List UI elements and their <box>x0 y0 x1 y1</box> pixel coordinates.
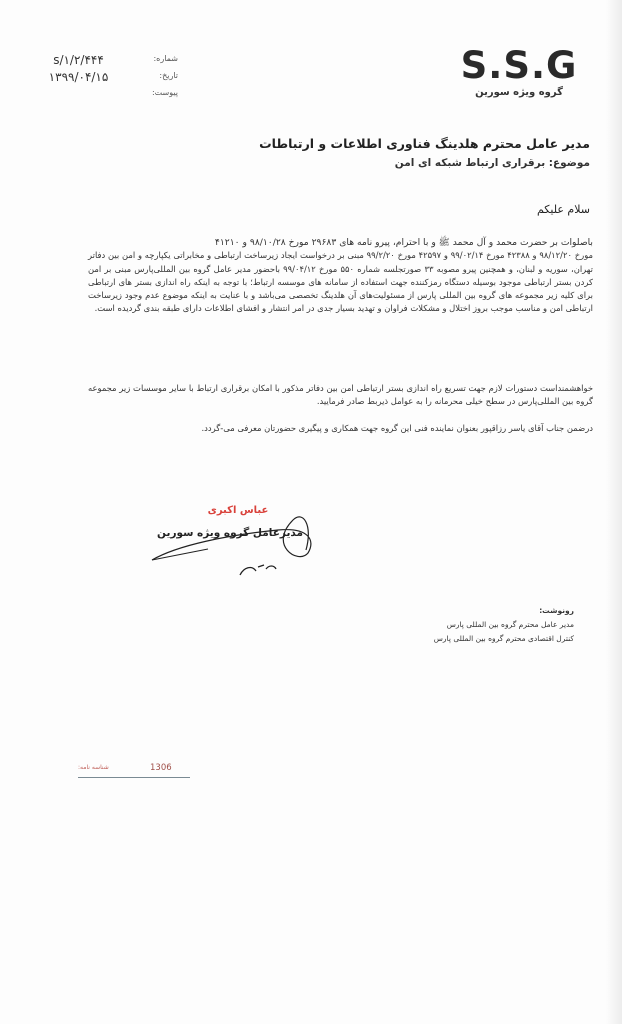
body-main: مورخ ۹۸/۱۲/۲۰ و ۴۲۳۸۸ مورخ ۹۹/۰۲/۱۴ و ۴۲۵۹۷ مورخ ۹۹/۲/۲۰ مبنی بر درخواست ایجاد زیرساخت ارتباطی و مخابراتی یکپارچه و امن بین دفاتر تهران، سوریه و لبنان، و همچنین پیرو مصوبه ۳۳ صورتجلسه شماره ۵۵۰ مورخ ۹۹/۰۴/۱۲ باحضور مدیر عامل گروه بین المللی‌پارس مبنی بر امن کردن بستر ارتباطی موجود بوسیله دستگاه رمزکننده جهت استفاده از سامانه های موسسه ارتباط؛ با توجه به اینکه راه اندازی بستر های ارتباطی برای کلیه زیر مجموعه های گروه بین المللی پارس از مسئولیت‌های آن هلدینگ تخصصی می‌باشد و با عنایت به اینکه موضوع عدم وجود زیرساخت ارتباطی امن و مناسب موجب بروز اختلال و مشکلات فراوان و تهدید بسیار جدی در امر انتشار و افشای اطلاعات دارای طبقه بندی گردیده است. <box>88 250 594 314</box>
body-paragraph-1 <box>88 236 593 316</box>
cc-title: رونوشت: <box>539 606 574 615</box>
signature-block <box>148 505 318 585</box>
letter-number: s/۱/۲/۴۴۴ <box>53 53 104 67</box>
logo-mark: S.S.G <box>460 44 578 87</box>
greeting: سلام علیکم <box>536 203 590 216</box>
subject-line: موضوع: برقراری ارتباط شبکه ای امن <box>394 157 590 169</box>
attachment-label: پیوست: <box>151 88 178 97</box>
handwritten-signature-icon <box>148 505 318 585</box>
letter-meta-labels <box>128 50 178 101</box>
body-paragraph-2 <box>88 382 593 409</box>
letter-id-footer <box>78 764 190 776</box>
cc-item: کنترل اقتصادی محترم گروه بین المللی پارس <box>433 634 574 643</box>
logo-subtitle: گروه ویژه سورین <box>475 87 563 98</box>
letter-id-number: 1306 <box>150 763 172 773</box>
date-label: تاریخ: <box>159 71 178 80</box>
body-request: خواهشمنداست دستورات لازم جهت تسریع راه اندازی بستر ارتباطی امن بین دفاتر مذکور با امکان برقراری ارتباط با سایر موسسات زیر مجموعه گروه بین المللی‌پارس در سطح خیلی محرمانه را به عوامل ذیربط صادر فرمایید. <box>88 383 593 407</box>
body-introduction: درضمن جناب آقای یاسر رزاقپور بعنوان نماینده فنی این گروه جهت همکاری و پیگیری حضورتان معرفی می-گردد. <box>201 423 593 433</box>
letter-id-label: شناسه نامه: <box>78 764 109 771</box>
signer-title: مدیرعامل گروه ویژه سورین <box>157 527 303 539</box>
page-edge-shadow <box>606 0 622 1024</box>
cc-item: مدیر عامل محترم گروه بین المللی پارس <box>446 620 574 629</box>
body-intro: باصلوات بر حضرت محمد و آل محمد ﷺ و با احترام، پیرو نامه های ۲۹۶۸۳ مورخ ۹۸/۱۰/۲۸ و ۴۱۲۱۰ <box>214 237 593 248</box>
letter-meta-values <box>36 52 121 86</box>
body-paragraph-3 <box>88 422 593 435</box>
number-label: شماره: <box>153 54 178 63</box>
carbon-copy-list <box>434 604 574 646</box>
footer-divider <box>78 777 190 778</box>
letter-date: ۱۳۹۹/۰۴/۱۵ <box>48 70 109 84</box>
addressee: مدیر عامل محترم هلدینگ فناوری اطلاعات و ارتباطات <box>259 136 590 151</box>
company-logo <box>445 46 593 98</box>
signer-name: عباس اکبری <box>207 505 269 516</box>
